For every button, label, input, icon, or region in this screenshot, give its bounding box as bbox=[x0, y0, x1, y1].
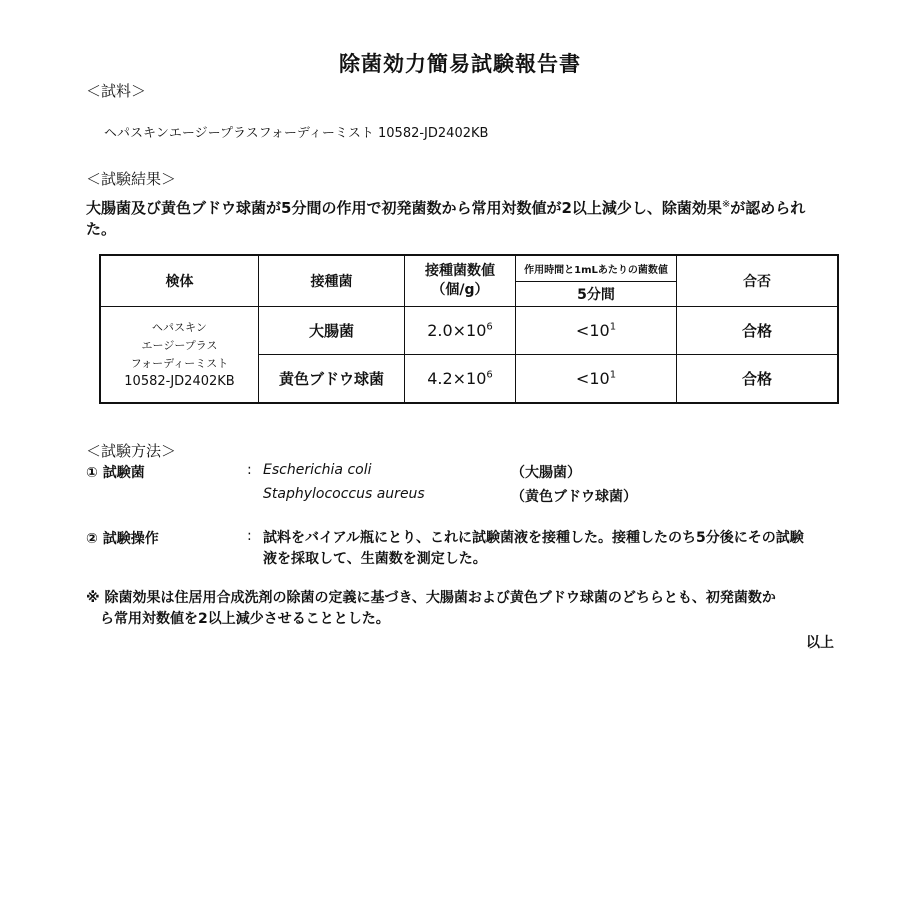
page-title: 除菌効力簡易試験報告書 bbox=[339, 52, 581, 76]
sample-line: フォーディーミスト bbox=[130, 356, 229, 370]
after-base: <10 bbox=[575, 321, 610, 340]
count-base: 4.2×10 bbox=[427, 369, 487, 388]
count-cell bbox=[405, 355, 516, 404]
bacteria-cell: 黄色ブドウ球菌 bbox=[259, 355, 405, 404]
result-heading: ＜試験結果＞ bbox=[86, 170, 177, 188]
result-text-main: 大腸菌及び黄色ブドウ球菌が5分間の作用で初発菌数から常用対数値が2以上減少し、除菌効果 bbox=[86, 199, 722, 217]
method-heading: ＜試験方法＞ bbox=[86, 442, 177, 460]
sample-line: 10582-JD2402KB bbox=[124, 373, 235, 389]
header-sample: 検体 bbox=[100, 255, 259, 307]
method-item2-label: ② 試験操作 bbox=[86, 531, 159, 547]
count-base: 2.0×10 bbox=[427, 321, 487, 340]
table-header-row bbox=[100, 255, 838, 281]
organism-latin: Staphylococcus aureus bbox=[263, 486, 425, 502]
count-exp: 6 bbox=[486, 369, 493, 381]
after-exp: 1 bbox=[609, 321, 617, 333]
after-base: <10 bbox=[575, 369, 610, 388]
sample-line: ヘパスキン bbox=[152, 320, 207, 334]
verdict-cell: 合格 bbox=[677, 355, 839, 404]
method-colon: : bbox=[247, 462, 252, 478]
header-time-sub: 5分間 bbox=[516, 281, 677, 307]
sample-line: エージープラス bbox=[141, 338, 218, 352]
header-count bbox=[405, 255, 516, 307]
method-colon: : bbox=[247, 528, 252, 544]
count-cell bbox=[405, 307, 516, 355]
sample-heading: ＜試料＞ bbox=[86, 82, 147, 100]
results-table bbox=[99, 254, 839, 404]
verdict-cell: 合格 bbox=[677, 307, 839, 355]
after-exp: 1 bbox=[609, 369, 617, 381]
bacteria-cell: 大腸菌 bbox=[259, 307, 405, 355]
header-time: 作用時間と1mLあたりの菌数値 bbox=[516, 255, 677, 281]
count-exp: 6 bbox=[486, 321, 493, 333]
result-note-mark: ※ bbox=[721, 199, 731, 210]
footnote-line: ら常用対数値を2以上減少させることとした。 bbox=[100, 611, 390, 627]
organism-japanese: （黄色ブドウ球菌） bbox=[511, 489, 637, 505]
footnote-line: ※ 除菌効果は住居用合成洗剤の除菌の定義に基づき、大腸菌および黄色ブドウ球菌のどちらとも、初発菌数か bbox=[86, 590, 776, 606]
table-row bbox=[100, 307, 838, 355]
method-item1-label: ① 試験菌 bbox=[86, 465, 145, 481]
closing-mark: 以上 bbox=[806, 635, 834, 651]
procedure-text bbox=[263, 528, 843, 570]
result-text-tail: が認められ bbox=[730, 199, 806, 217]
sample-cell bbox=[100, 307, 259, 404]
sample-product-name: ヘパスキンエージープラスフォーディーミスト 10582-JD2402KB bbox=[104, 126, 489, 141]
header-count-line2: （個/g） bbox=[431, 282, 489, 298]
organism-latin: Escherichia coli bbox=[263, 462, 372, 478]
procedure-line: 試料をバイアル瓶にとり、これに試験菌液を接種した。接種したのち5分後にその試験 bbox=[263, 530, 804, 546]
footnote bbox=[86, 588, 846, 630]
organism-japanese: （大腸菌） bbox=[511, 465, 581, 481]
result-text-line2: た。 bbox=[86, 220, 117, 238]
header-bacteria: 接種菌 bbox=[259, 255, 405, 307]
after-cell bbox=[516, 307, 677, 355]
header-count-line1: 接種菌数値 bbox=[425, 263, 495, 279]
header-verdict: 合否 bbox=[677, 255, 839, 307]
result-text bbox=[86, 194, 846, 240]
procedure-line: 液を採取して、生菌数を測定した。 bbox=[263, 551, 487, 567]
after-cell bbox=[516, 355, 677, 404]
